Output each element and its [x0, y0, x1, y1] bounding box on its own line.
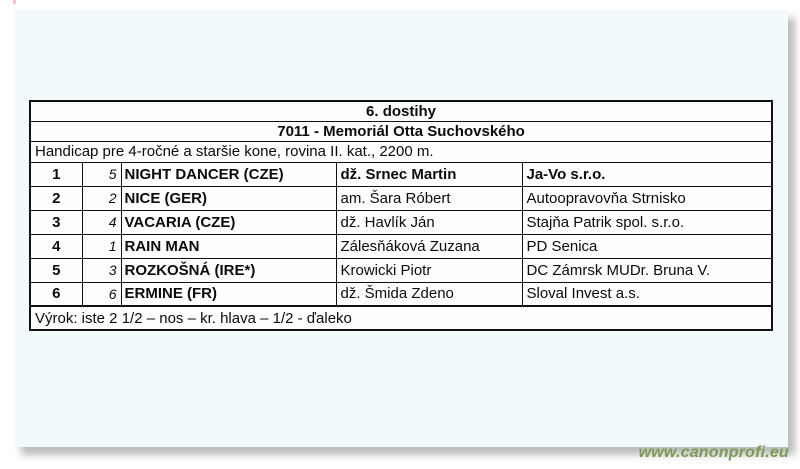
verdict-row	[30, 306, 772, 330]
start-number-cell: 2	[82, 186, 121, 210]
table-row	[30, 210, 772, 234]
owner-cell: DC Zámrsk MUDr. Bruna V.	[522, 258, 772, 282]
horse-name-cell: ERMINE (FR)	[121, 282, 336, 306]
horse-name-cell: RAIN MAN	[121, 234, 336, 258]
race-name: 7011 - Memoriál Otta Suchovského	[30, 121, 772, 141]
owner-cell: Autoopravovňa Strnisko	[522, 186, 772, 210]
verdict-text: Výrok: iste 2 1/2 – nos – kr. hlava – 1/2 - ďaleko	[30, 306, 772, 330]
watermark: www.canonprofi.eu	[638, 444, 789, 461]
jockey-cell: Zálesňáková Zuzana	[336, 234, 522, 258]
jockey-cell: dž. Šmida Zdeno	[336, 282, 522, 306]
owner-cell: Sloval Invest a.s.	[522, 282, 772, 306]
jockey-cell: dž. Havlík Ján	[336, 210, 522, 234]
scan-artifact-dot	[13, 0, 16, 4]
place-cell: 4	[30, 234, 82, 258]
race-number-title: 6. dostihy	[30, 101, 772, 121]
race-conditions: Handicap pre 4-ročné a staršie kone, rovina II. kat., 2200 m.	[30, 141, 772, 162]
race-name-row	[30, 121, 772, 141]
start-number-cell: 5	[82, 162, 121, 186]
table-row	[30, 282, 772, 306]
table-row	[30, 186, 772, 210]
owner-cell: PD Senica	[522, 234, 772, 258]
paper-page	[14, 10, 788, 447]
start-number-cell: 3	[82, 258, 121, 282]
horse-name-cell: NIGHT DANCER (CZE)	[121, 162, 336, 186]
owner-cell: Stajňa Patrik spol. s.r.o.	[522, 210, 772, 234]
jockey-cell: Krowicki Piotr	[336, 258, 522, 282]
start-number-cell: 1	[82, 234, 121, 258]
place-cell: 1	[30, 162, 82, 186]
race-number-row	[30, 101, 772, 121]
place-cell: 3	[30, 210, 82, 234]
race-results-table	[29, 100, 773, 331]
horse-name-cell: VACARIA (CZE)	[121, 210, 336, 234]
start-number-cell: 6	[82, 282, 121, 306]
jockey-cell: dž. Srnec Martin	[336, 162, 522, 186]
place-cell: 6	[30, 282, 82, 306]
jockey-cell: am. Šara Róbert	[336, 186, 522, 210]
table-row	[30, 258, 772, 282]
horse-name-cell: NICE (GER)	[121, 186, 336, 210]
table-row	[30, 234, 772, 258]
table-row	[30, 162, 772, 186]
place-cell: 2	[30, 186, 82, 210]
start-number-cell: 4	[82, 210, 121, 234]
race-conditions-row	[30, 141, 772, 162]
horse-name-cell: ROZKOŠNÁ (IRE*)	[121, 258, 336, 282]
place-cell: 5	[30, 258, 82, 282]
owner-cell: Ja-Vo s.r.o.	[522, 162, 772, 186]
